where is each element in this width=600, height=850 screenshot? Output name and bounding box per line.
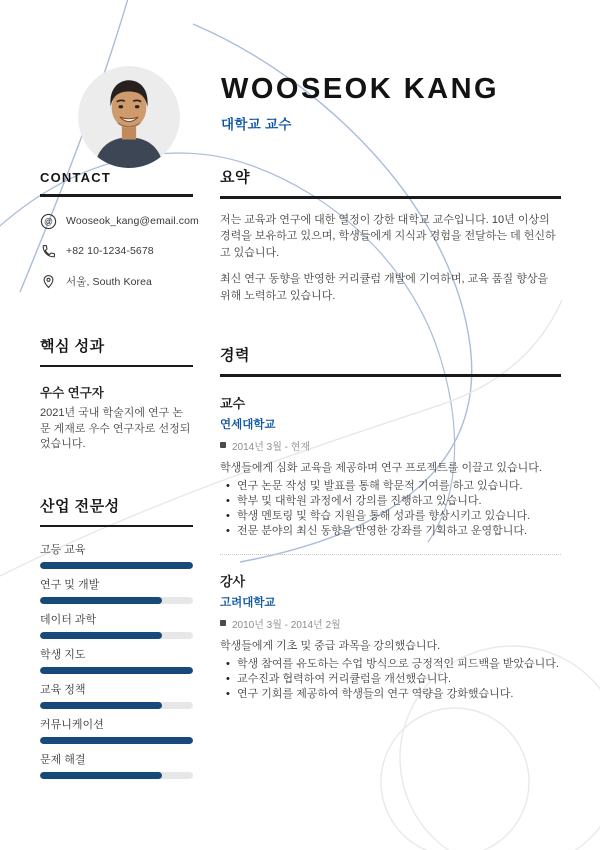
left-column	[40, 170, 199, 786]
contact-rule	[40, 194, 193, 197]
job-entry-lecturer	[220, 571, 561, 703]
skill-bar-track	[40, 737, 193, 744]
skill-label: 고등 교육	[40, 544, 86, 556]
skill-bar-fill	[40, 772, 162, 779]
job-entry-professor	[220, 393, 561, 540]
skills-list	[40, 541, 193, 779]
job-period-text: 2010년 3월 - 2014년 2월	[232, 619, 341, 631]
skill-label: 문제 해결	[40, 754, 86, 766]
skill-item	[40, 541, 193, 569]
skill-bar-track	[40, 702, 193, 709]
skill-bar-fill	[40, 737, 193, 744]
phone-icon	[40, 243, 57, 260]
contact-row-location	[40, 272, 193, 291]
skill-bar-fill	[40, 562, 193, 569]
skills-heading: 산업 전문성	[40, 497, 120, 515]
job-title: 교수	[220, 395, 246, 411]
experience-heading: 경력	[220, 347, 250, 364]
job-summary: 학생들에게 심화 교육을 제공하며 연구 프로젝트를 이끌고 있습니다.	[220, 461, 542, 474]
skill-bar-track	[40, 597, 193, 604]
skill-item	[40, 611, 193, 639]
skill-bar-fill	[40, 632, 162, 639]
summary-paragraph: 저는 교육과 연구에 대한 열정이 강한 대학교 교수입니다. 10년 이상의 경력을 보유하고 있으며, 학생들에게 지식과 경험을 전달하는 데 헌신하고 있습니다.	[220, 213, 556, 259]
job-title: 강사	[220, 573, 246, 589]
calendar-icon	[220, 442, 226, 448]
job-bullet-list	[220, 657, 561, 703]
skill-label: 데이터 과학	[40, 614, 97, 626]
skill-item	[40, 646, 193, 674]
contact-row-phone[interactable]	[40, 242, 193, 261]
skill-item	[40, 751, 193, 779]
job-company: 연세대학교	[220, 418, 276, 431]
job-period-text: 2014년 3월 - 현재	[232, 441, 311, 453]
skill-item	[40, 681, 193, 709]
contact-list	[40, 212, 199, 291]
skill-label: 연구 및 개발	[40, 579, 100, 591]
skill-item	[40, 576, 193, 604]
job-summary: 학생들에게 기초 및 중급 과목을 강의했습니다.	[220, 639, 441, 652]
job-bullet: • 학부 및 대학원 과정에서 강의를 진행하고 있습니다.	[220, 494, 561, 509]
experience-rule	[220, 374, 561, 377]
contact-location-value: 서울, South Korea	[66, 275, 152, 288]
job-period	[220, 616, 561, 631]
job-bullet: • 학생 참여를 유도하는 수업 방식으로 긍정적인 피드백을 받았습니다.	[220, 657, 561, 672]
skill-bar-fill	[40, 597, 162, 604]
job-company: 고려대학교	[220, 596, 276, 609]
job-bullet-list	[220, 479, 561, 540]
contact-email-value: Wooseok_kang@email.com	[66, 215, 199, 227]
skills-rule	[40, 525, 193, 528]
skill-item	[40, 716, 193, 744]
calendar-icon	[220, 620, 226, 626]
achievement-description: 2021년 국내 학술지에 연구 논문 게재로 우수 연구자로 선정되었습니다.	[40, 407, 191, 450]
contact-heading: CONTACT	[40, 170, 111, 185]
achievements-heading: 핵심 성과	[40, 337, 105, 355]
skill-bar-fill	[40, 702, 162, 709]
location-icon	[40, 273, 57, 290]
skill-bar-track	[40, 632, 193, 639]
skill-bar-fill	[40, 667, 193, 674]
contact-phone-value: +82 10-1234-5678	[66, 245, 154, 257]
achievement-item	[40, 383, 193, 453]
right-column	[220, 166, 561, 703]
skill-label: 교육 정책	[40, 684, 86, 696]
profile-photo	[78, 66, 180, 168]
job-bullet: • 학생 멘토링 및 학습 지원을 통해 성과를 향상시키고 있습니다.	[220, 509, 561, 524]
job-period	[220, 438, 561, 453]
skill-label: 커뮤니케이션	[40, 719, 104, 731]
contact-row-email[interactable]	[40, 212, 199, 231]
skill-bar-track	[40, 667, 193, 674]
candidate-title: 대학교 교수	[221, 117, 292, 133]
job-bullet: • 전문 분야의 최신 동향을 반영한 강좌를 기획하고 운영합니다.	[220, 524, 561, 539]
summary-rule	[220, 196, 561, 199]
summary-paragraph: 최신 연구 동향을 반영한 커리큘럼 개발에 기여하며, 교육 품질 향상을 위해 노력하고 있습니다.	[220, 273, 549, 302]
summary-heading: 요약	[220, 169, 250, 186]
skill-bar-track	[40, 772, 193, 779]
email-icon	[40, 213, 57, 230]
job-bullet: • 연구 논문 작성 및 발표를 통해 학문적 기여를 하고 있습니다.	[220, 479, 561, 494]
profile-photo-illustration	[78, 66, 180, 168]
achievements-rule	[40, 365, 193, 368]
svg-text:@: @	[44, 215, 53, 226]
job-divider	[220, 554, 561, 555]
skill-bar-track	[40, 562, 193, 569]
job-bullet: • 연구 기회를 제공하여 학생들의 연구 역량을 강화했습니다.	[220, 687, 561, 702]
job-bullet: • 교수진과 협력하여 커리큘럼을 개선했습니다.	[220, 672, 561, 687]
achievement-title: 우수 연구자	[40, 386, 104, 400]
skill-label: 학생 지도	[40, 649, 86, 661]
header	[221, 74, 499, 133]
candidate-name: WOOSEOK KANG	[221, 73, 500, 105]
